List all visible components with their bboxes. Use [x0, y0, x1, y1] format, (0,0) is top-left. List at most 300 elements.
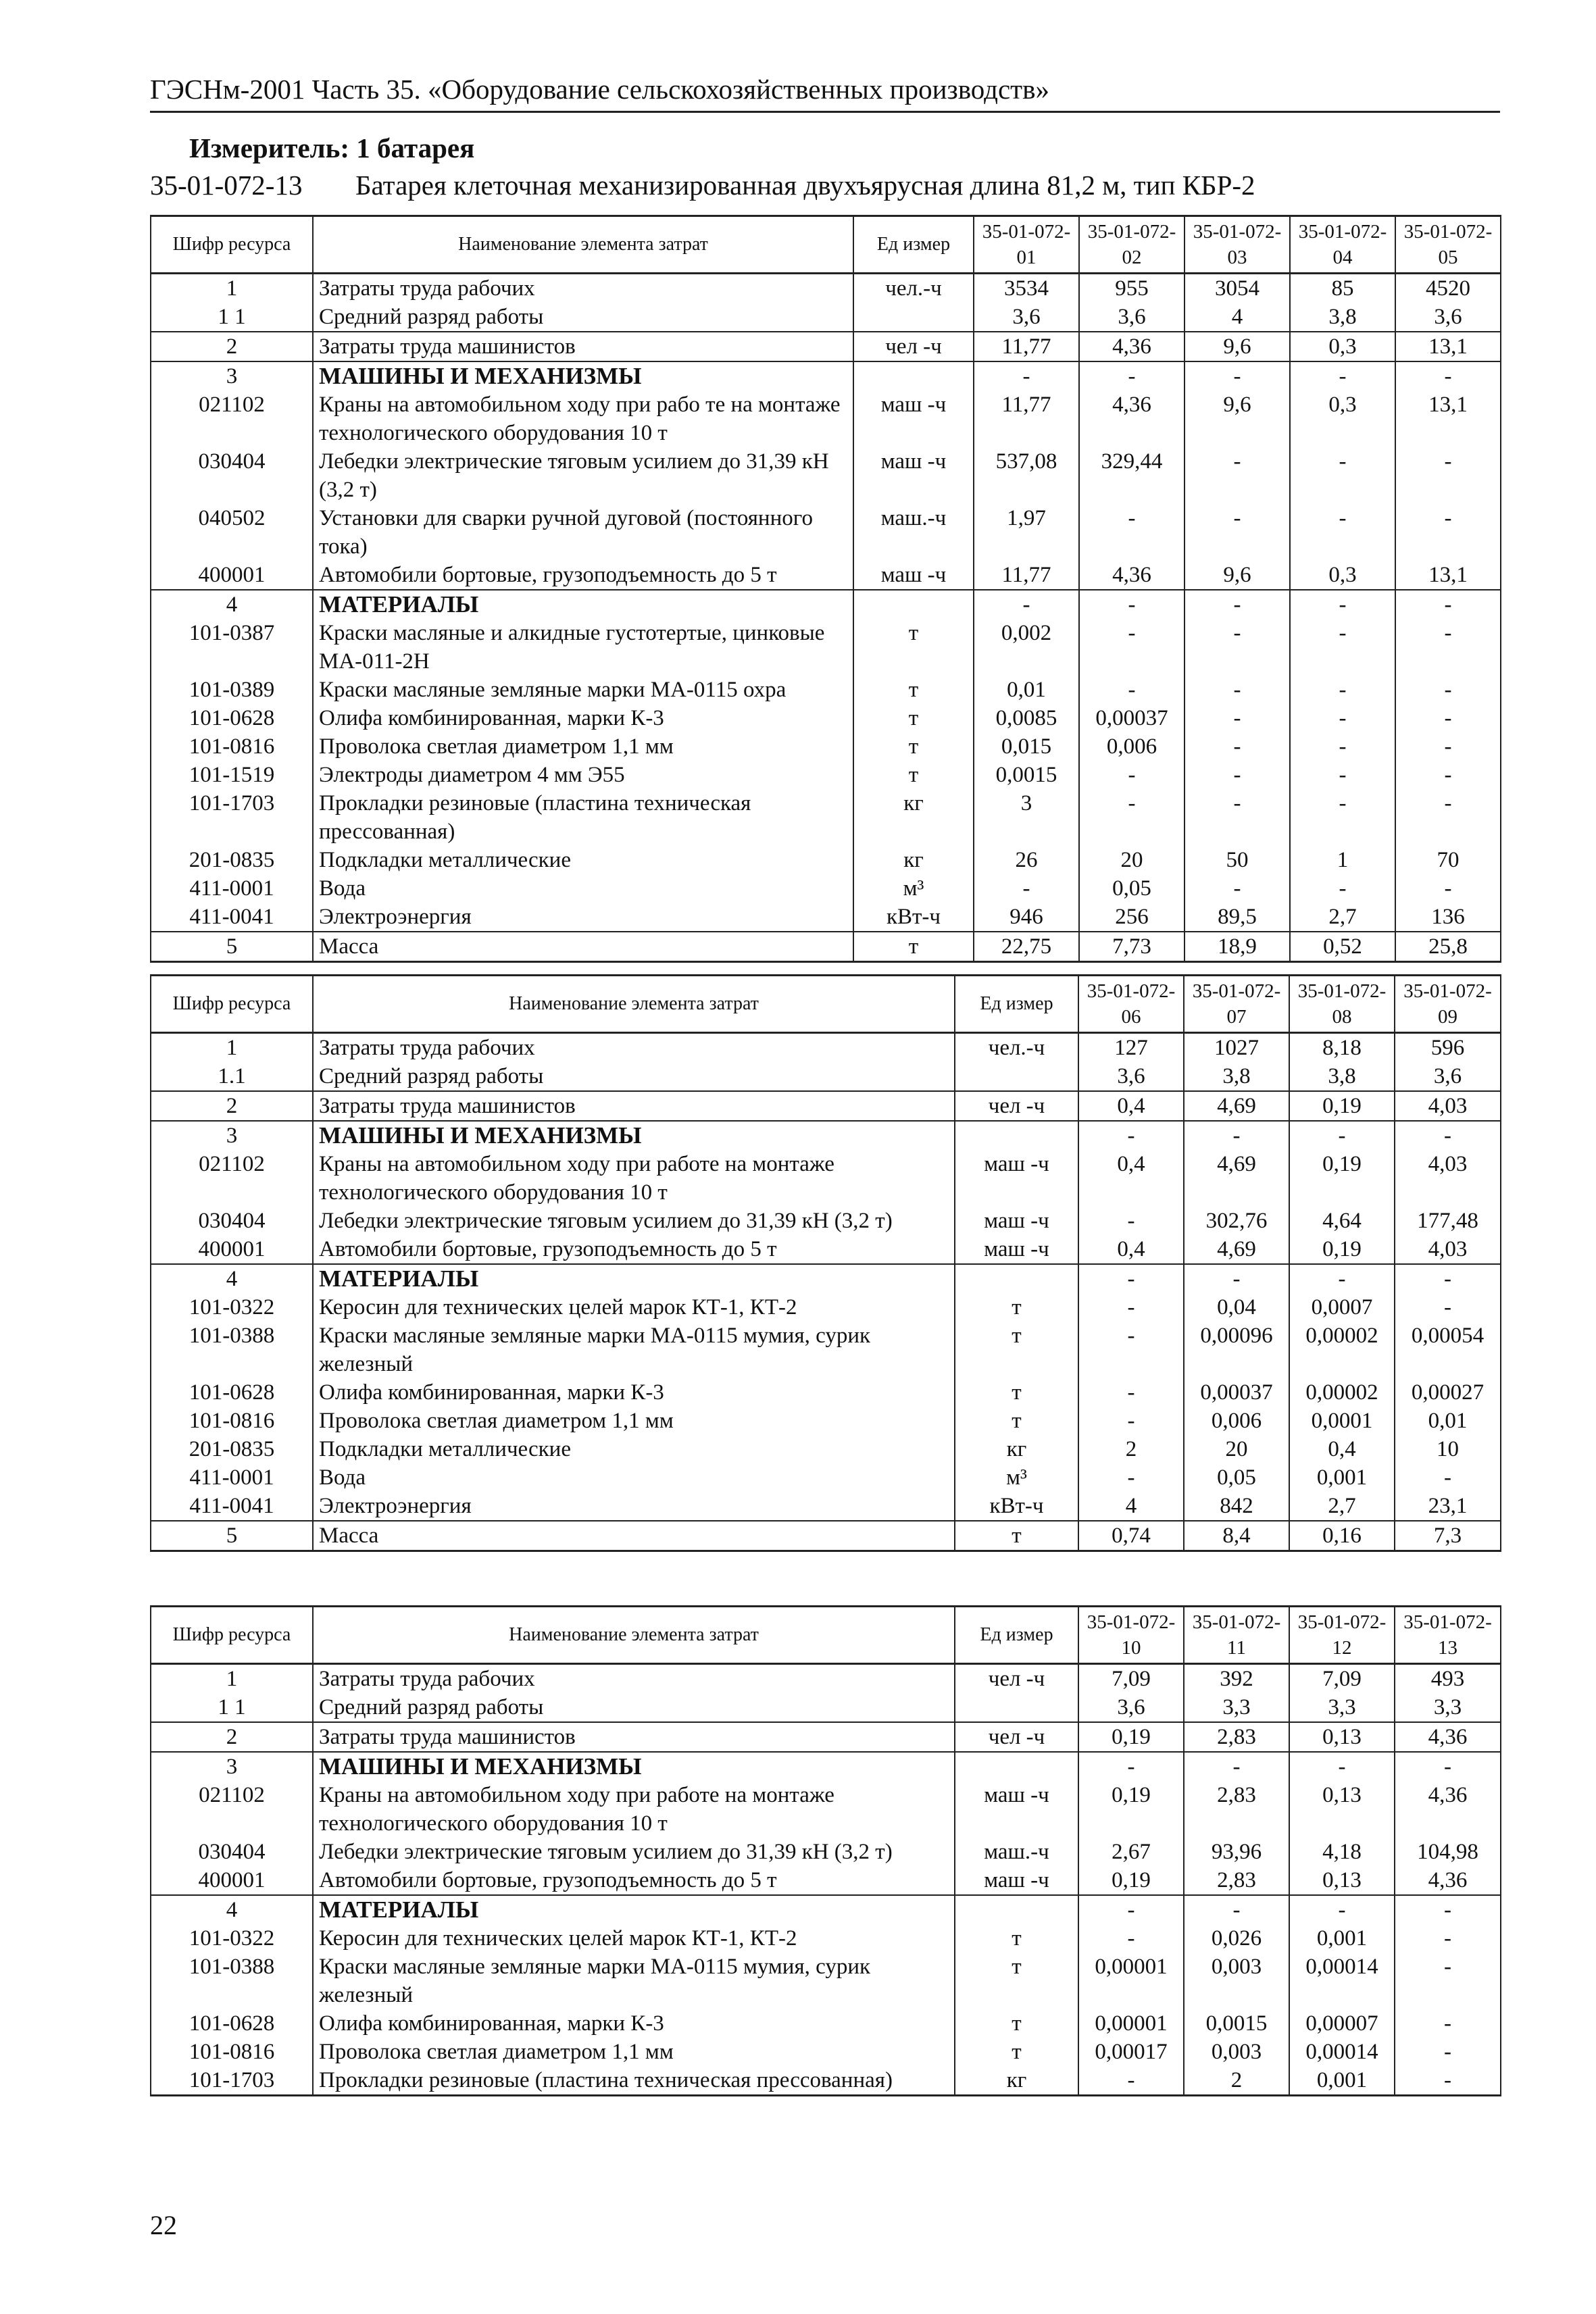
unit-cell: маш -ч	[955, 1781, 1078, 1838]
column-header: Ед измер	[955, 976, 1078, 1033]
value-cell: -	[1078, 1463, 1184, 1492]
value-cell: 22,75	[974, 932, 1079, 962]
unit-cell: кВт-ч	[853, 903, 974, 932]
resource-code-cell: 101-0388	[151, 1953, 313, 2009]
value-cell: 0,00054	[1395, 1322, 1501, 1378]
value-cell: 2,67	[1078, 1838, 1184, 1866]
value-cell: 0,01	[1395, 1407, 1501, 1435]
value-cell: 20	[1079, 846, 1184, 874]
resource-code-cell: 030404	[151, 447, 313, 504]
value-cell: 0,19	[1289, 1235, 1395, 1264]
unit-cell: чел -ч	[853, 332, 974, 361]
value-cell: 4,36	[1079, 391, 1184, 447]
cost-element-name-cell: Лебедки электрические тяговым усилием до 31,39 кН (3,2 т)	[313, 1207, 955, 1235]
unit-cell	[955, 1693, 1078, 1722]
table-row	[151, 1435, 1501, 1463]
value-cell: 0,4	[1289, 1435, 1395, 1463]
value-cell: 3,6	[1395, 1062, 1501, 1091]
table-row	[151, 447, 1501, 504]
table-row	[151, 1752, 1501, 1781]
value-cell: 0,4	[1078, 1150, 1184, 1207]
column-header: 35-01-072-04	[1290, 216, 1395, 274]
value-cell: 0,16	[1289, 1521, 1395, 1551]
cost-element-name-cell: Краски масляные земляные марки МА-0115 мумия, сурик железный	[313, 1953, 955, 2009]
meter-label: Измеритель: 1 батарея	[189, 132, 475, 164]
resource-code-cell: 411-0001	[151, 1463, 313, 1492]
value-cell: -	[1078, 1121, 1184, 1150]
value-cell: 0,00037	[1184, 1378, 1289, 1407]
value-cell: 11,77	[974, 561, 1079, 590]
table-row	[151, 2038, 1501, 2066]
table-row	[151, 2009, 1501, 2038]
resource-code-cell: 101-0628	[151, 1378, 313, 1407]
value-cell: 0,52	[1290, 932, 1395, 962]
value-cell: 0,00007	[1289, 2009, 1395, 2038]
table-row	[151, 391, 1501, 447]
value-cell: -	[1289, 1121, 1395, 1150]
unit-cell: т	[955, 1322, 1078, 1378]
value-cell: 8,4	[1184, 1521, 1289, 1551]
cost-element-name-cell: Затраты труда машинистов	[313, 1722, 955, 1752]
value-cell: -	[1395, 1264, 1501, 1293]
table-row	[151, 1664, 1501, 1694]
value-cell: 0,001	[1289, 1463, 1395, 1492]
value-cell: 0,00002	[1289, 1322, 1395, 1378]
value-cell: 0,015	[974, 732, 1079, 761]
running-header: ГЭСНм-2001 Часть 35. «Оборудование сельскохозяйственных производств»	[150, 74, 1049, 105]
value-cell: -	[1395, 732, 1501, 761]
column-header: Шифр ресурса	[151, 1607, 313, 1664]
resource-code-cell: 021102	[151, 391, 313, 447]
value-cell: 18,9	[1184, 932, 1290, 962]
value-cell: -	[1395, 2009, 1501, 2038]
value-cell: -	[1078, 1752, 1184, 1781]
table-row	[151, 1150, 1501, 1207]
table-header-row	[151, 1607, 1501, 1664]
value-cell: 2,7	[1289, 1492, 1395, 1521]
value-cell: 0,00096	[1184, 1322, 1289, 1378]
value-cell: 2,7	[1290, 903, 1395, 932]
table-row	[151, 303, 1501, 332]
cost-element-name-cell: Краны на автомобильном ходу при работе на монтаже технологического оборудования 10 т	[313, 1150, 955, 1207]
unit-cell	[955, 1121, 1078, 1150]
column-header: Ед измер	[955, 1607, 1078, 1664]
value-cell: -	[1079, 504, 1184, 561]
column-header: 35-01-072-10	[1078, 1607, 1184, 1664]
value-cell: 0,19	[1289, 1150, 1395, 1207]
value-cell: -	[1395, 761, 1501, 789]
value-cell: 0,003	[1184, 1953, 1289, 2009]
table-row	[151, 2066, 1501, 2096]
column-header: 35-01-072-06	[1078, 976, 1184, 1033]
cost-element-name-cell: МАТЕРИАЛЫ	[313, 590, 853, 619]
value-cell: -	[1290, 619, 1395, 676]
column-header: 35-01-072-11	[1184, 1607, 1289, 1664]
value-cell: 104,98	[1395, 1838, 1501, 1866]
resource-code-cell: 101-1519	[151, 761, 313, 789]
table-row	[151, 1866, 1501, 1895]
unit-cell	[955, 1264, 1078, 1293]
value-cell: 3,8	[1290, 303, 1395, 332]
value-cell: 0,4	[1078, 1235, 1184, 1264]
value-cell: 3,8	[1289, 1062, 1395, 1091]
cost-element-name-cell: Олифа комбинированная, марки К-3	[313, 704, 853, 732]
resource-code-cell: 2	[151, 1091, 313, 1121]
value-cell: 0,00001	[1078, 2009, 1184, 2038]
unit-cell: маш -ч	[853, 447, 974, 504]
value-cell: 1,97	[974, 504, 1079, 561]
unit-cell: маш -ч	[955, 1150, 1078, 1207]
cost-element-name-cell: Проволока светлая диаметром 1,1 мм	[313, 2038, 955, 2066]
table-row	[151, 1033, 1501, 1063]
value-cell: 4,36	[1079, 332, 1184, 361]
cost-element-name-cell: Прокладки резиновые (пластина техническая прессованная)	[313, 2066, 955, 2096]
value-cell: 26	[974, 846, 1079, 874]
value-cell: 20	[1184, 1435, 1289, 1463]
cost-element-name-cell: Масса	[313, 1521, 955, 1551]
value-cell: 2	[1184, 2066, 1289, 2096]
value-cell: 0,00027	[1395, 1378, 1501, 1407]
value-cell: -	[1184, 874, 1290, 903]
page-number: 22	[150, 2210, 177, 2240]
unit-cell	[853, 590, 974, 619]
column-header: 35-01-072-03	[1184, 216, 1290, 274]
value-cell: 4	[1184, 303, 1290, 332]
unit-cell: т	[955, 1407, 1078, 1435]
value-cell: -	[1184, 1121, 1289, 1150]
value-cell: 0,00017	[1078, 2038, 1184, 2066]
value-cell: 302,76	[1184, 1207, 1289, 1235]
resource-code-cell: 3	[151, 1752, 313, 1781]
value-cell: 0,19	[1289, 1091, 1395, 1121]
resource-code-cell: 030404	[151, 1207, 313, 1235]
value-cell: 0,001	[1289, 1924, 1395, 1953]
value-cell: -	[1395, 590, 1501, 619]
resource-code-cell: 411-0041	[151, 1492, 313, 1521]
cost-element-name-cell: МАШИНЫ И МЕХАНИЗМЫ	[313, 361, 853, 391]
value-cell: 0,74	[1078, 1521, 1184, 1551]
resource-code-cell: 3	[151, 1121, 313, 1150]
resource-code-cell: 101-0628	[151, 2009, 313, 2038]
unit-cell: маш -ч	[955, 1235, 1078, 1264]
table-row	[151, 361, 1501, 391]
value-cell: 70	[1395, 846, 1501, 874]
resource-code-cell: 101-0816	[151, 1407, 313, 1435]
resource-code-cell: 411-0041	[151, 903, 313, 932]
value-cell: 0,026	[1184, 1924, 1289, 1953]
cost-element-name-cell: Вода	[313, 874, 853, 903]
value-cell: -	[1078, 1924, 1184, 1953]
value-cell: 7,09	[1289, 1664, 1395, 1694]
value-cell: 3534	[974, 274, 1079, 303]
cost-element-name-cell: Проволока светлая диаметром 1,1 мм	[313, 732, 853, 761]
value-cell: -	[1184, 1752, 1289, 1781]
value-cell: -	[1289, 1752, 1395, 1781]
resource-code-cell: 5	[151, 1521, 313, 1551]
value-cell: 3,6	[1078, 1693, 1184, 1722]
value-cell: -	[1184, 361, 1290, 391]
cost-element-name-cell: МАТЕРИАЛЫ	[313, 1895, 955, 1924]
value-cell: -	[1395, 676, 1501, 704]
cost-element-name-cell: МАШИНЫ И МЕХАНИЗМЫ	[313, 1752, 955, 1781]
value-cell: -	[974, 874, 1079, 903]
value-cell: 537,08	[974, 447, 1079, 504]
value-cell: 3054	[1184, 274, 1290, 303]
resource-code-cell: 400001	[151, 1235, 313, 1264]
cost-element-name-cell: Краны на автомобильном ходу при работе на монтаже технологического оборудования 10 т	[313, 1781, 955, 1838]
value-cell: 4,03	[1395, 1091, 1501, 1121]
unit-cell: маш.-ч	[853, 504, 974, 561]
table-row	[151, 1264, 1501, 1293]
resource-table-2	[150, 974, 1501, 1552]
unit-cell: чел -ч	[955, 1722, 1078, 1752]
value-cell: 0,0007	[1289, 1293, 1395, 1322]
value-cell: 0,19	[1078, 1781, 1184, 1838]
unit-cell: т	[955, 1378, 1078, 1407]
value-cell: 955	[1079, 274, 1184, 303]
value-cell: -	[1290, 590, 1395, 619]
resource-code-cell: 101-0816	[151, 2038, 313, 2066]
value-cell: -	[1290, 447, 1395, 504]
unit-cell: маш.-ч	[955, 1838, 1078, 1866]
value-cell: -	[1078, 1293, 1184, 1322]
resource-code-cell: 021102	[151, 1150, 313, 1207]
table-row	[151, 1693, 1501, 1722]
value-cell: -	[1078, 1207, 1184, 1235]
resource-code-cell: 1 1	[151, 303, 313, 332]
value-cell: 4,36	[1079, 561, 1184, 590]
value-cell: -	[1078, 1407, 1184, 1435]
cost-element-name-cell: Электроэнергия	[313, 1492, 955, 1521]
resource-code-cell: 101-0816	[151, 732, 313, 761]
value-cell: -	[1079, 619, 1184, 676]
resource-table-3	[150, 1605, 1501, 2096]
table-row	[151, 932, 1501, 962]
cost-element-name-cell: Подкладки металлические	[313, 846, 853, 874]
value-cell: 0,002	[974, 619, 1079, 676]
value-cell: -	[1184, 732, 1290, 761]
resource-code-cell: 030404	[151, 1838, 313, 1866]
value-cell: 50	[1184, 846, 1290, 874]
column-header: Шифр ресурса	[151, 216, 313, 274]
table-row	[151, 274, 1501, 303]
resource-code-cell: 2	[151, 332, 313, 361]
value-cell: -	[1395, 2038, 1501, 2066]
value-cell: 0,04	[1184, 1293, 1289, 1322]
value-cell: -	[1184, 1895, 1289, 1924]
value-cell: -	[1395, 447, 1501, 504]
resource-code-cell: 1.1	[151, 1062, 313, 1091]
table-row	[151, 1062, 1501, 1091]
unit-cell: маш -ч	[853, 561, 974, 590]
cost-element-name-cell: Автомобили бортовые, грузоподъемность до 5 т	[313, 1235, 955, 1264]
cost-element-name-cell: Проволока светлая диаметром 1,1 мм	[313, 1407, 955, 1435]
header-rule	[150, 111, 1500, 113]
resource-code-cell: 101-0322	[151, 1924, 313, 1953]
cost-element-name-cell: Средний разряд работы	[313, 1062, 955, 1091]
value-cell: 7,09	[1078, 1664, 1184, 1694]
table-row	[151, 1924, 1501, 1953]
cost-element-name-cell: Средний разряд работы	[313, 303, 853, 332]
unit-cell	[853, 361, 974, 391]
value-cell: -	[1395, 1895, 1501, 1924]
value-cell: -	[1079, 590, 1184, 619]
value-cell: 0,00014	[1289, 1953, 1395, 2009]
table-header-row	[151, 976, 1501, 1033]
resource-code-cell: 5	[151, 932, 313, 962]
table-row	[151, 1235, 1501, 1264]
value-cell: -	[1078, 1895, 1184, 1924]
value-cell: 0,00002	[1289, 1378, 1395, 1407]
resource-code-cell: 101-0389	[151, 676, 313, 704]
value-cell: 11,77	[974, 332, 1079, 361]
unit-cell: маш -ч	[853, 391, 974, 447]
item-code: 35-01-072-13	[150, 170, 303, 201]
unit-cell: чел -ч	[955, 1664, 1078, 1694]
value-cell: -	[1289, 1264, 1395, 1293]
value-cell: -	[1078, 2066, 1184, 2096]
column-header: 35-01-072-13	[1395, 1607, 1501, 1664]
cost-element-name-cell: Электроды диаметром 4 мм Э55	[313, 761, 853, 789]
column-header: 35-01-072-05	[1395, 216, 1501, 274]
value-cell: 7,3	[1395, 1521, 1501, 1551]
value-cell: 0,3	[1290, 332, 1395, 361]
table-row	[151, 732, 1501, 761]
cost-element-name-cell: Масса	[313, 932, 853, 962]
value-cell: -	[1079, 676, 1184, 704]
column-header: Наименование элемента затрат	[313, 1607, 955, 1664]
resource-table-1	[150, 215, 1501, 963]
cost-element-name-cell: Затраты труда рабочих	[313, 1664, 955, 1694]
resource-code-cell: 1	[151, 1033, 313, 1063]
table-row	[151, 846, 1501, 874]
cost-element-name-cell: Краски масляные и алкидные густотертые, цинковые МА-011-2Н	[313, 619, 853, 676]
resource-code-cell: 101-0387	[151, 619, 313, 676]
value-cell: 0,3	[1290, 561, 1395, 590]
value-cell: 3,3	[1289, 1693, 1395, 1722]
table-row	[151, 1521, 1501, 1551]
value-cell: 0,4	[1078, 1091, 1184, 1121]
cost-element-name-cell: Олифа комбинированная, марки К-3	[313, 1378, 955, 1407]
value-cell: 4,36	[1395, 1781, 1501, 1838]
cost-element-name-cell: Лебедки электрические тяговым усилием до 31,39 кН (3,2 т)	[313, 1838, 955, 1866]
unit-cell: т	[853, 676, 974, 704]
resource-code-cell: 3	[151, 361, 313, 391]
value-cell: 4,69	[1184, 1235, 1289, 1264]
resource-code-cell: 4	[151, 1895, 313, 1924]
value-cell: -	[1184, 1264, 1289, 1293]
value-cell: 0,0015	[974, 761, 1079, 789]
value-cell: -	[1395, 1293, 1501, 1322]
value-cell: 0,00037	[1079, 704, 1184, 732]
value-cell: 7,73	[1079, 932, 1184, 962]
column-header: Наименование элемента затрат	[313, 976, 955, 1033]
value-cell: -	[1078, 1322, 1184, 1378]
value-cell: -	[1290, 704, 1395, 732]
value-cell: 177,48	[1395, 1207, 1501, 1235]
value-cell: 93,96	[1184, 1838, 1289, 1866]
value-cell: 493	[1395, 1664, 1501, 1694]
table-row	[151, 761, 1501, 789]
cost-element-name-cell: Автомобили бортовые, грузоподъемность до 5 т	[313, 561, 853, 590]
value-cell: 0,006	[1184, 1407, 1289, 1435]
value-cell: 10	[1395, 1435, 1501, 1463]
value-cell: -	[1184, 761, 1290, 789]
value-cell: 4,36	[1395, 1866, 1501, 1895]
resource-code-cell: 4	[151, 590, 313, 619]
unit-cell: м³	[853, 874, 974, 903]
value-cell: 392	[1184, 1664, 1289, 1694]
value-cell: -	[1078, 1264, 1184, 1293]
cost-element-name-cell: Краски масляные земляные марки МА-0115 мумия, сурик железный	[313, 1322, 955, 1378]
value-cell: 13,1	[1395, 332, 1501, 361]
value-cell: 4,36	[1395, 1722, 1501, 1752]
value-cell: 946	[974, 903, 1079, 932]
unit-cell: кг	[955, 1435, 1078, 1463]
table-row	[151, 676, 1501, 704]
table-row	[151, 1722, 1501, 1752]
unit-cell	[853, 303, 974, 332]
value-cell: 3,6	[1078, 1062, 1184, 1091]
value-cell: 0,003	[1184, 2038, 1289, 2066]
value-cell: -	[1184, 676, 1290, 704]
value-cell: 13,1	[1395, 561, 1501, 590]
column-header: 35-01-072-07	[1184, 976, 1289, 1033]
value-cell: 11,77	[974, 391, 1079, 447]
unit-cell: т	[853, 619, 974, 676]
value-cell: 1	[1290, 846, 1395, 874]
value-cell: 4,03	[1395, 1235, 1501, 1264]
value-cell: 13,1	[1395, 391, 1501, 447]
resource-code-cell: 021102	[151, 1781, 313, 1838]
value-cell: -	[1184, 447, 1290, 504]
column-header: 35-01-072-08	[1289, 976, 1395, 1033]
value-cell: -	[1395, 2066, 1501, 2096]
table-row	[151, 1407, 1501, 1435]
value-cell: -	[1395, 704, 1501, 732]
table-row	[151, 1895, 1501, 1924]
value-cell: 9,6	[1184, 391, 1290, 447]
column-header: 35-01-072-09	[1395, 976, 1501, 1033]
value-cell: 0,01	[974, 676, 1079, 704]
value-cell: -	[1395, 361, 1501, 391]
unit-cell	[955, 1752, 1078, 1781]
unit-cell: чел -ч	[955, 1091, 1078, 1121]
value-cell: -	[1290, 732, 1395, 761]
value-cell: -	[1184, 619, 1290, 676]
unit-cell: т	[853, 761, 974, 789]
resource-code-cell: 2	[151, 1722, 313, 1752]
value-cell: -	[1395, 1752, 1501, 1781]
value-cell: 256	[1079, 903, 1184, 932]
value-cell: 0,006	[1079, 732, 1184, 761]
cost-element-name-cell: Затраты труда машинистов	[313, 332, 853, 361]
table-row	[151, 1378, 1501, 1407]
resource-code-cell: 201-0835	[151, 1435, 313, 1463]
value-cell: -	[1290, 874, 1395, 903]
value-cell: 3,3	[1395, 1693, 1501, 1722]
value-cell: -	[1079, 789, 1184, 846]
value-cell: 0,19	[1078, 1866, 1184, 1895]
unit-cell: кг	[955, 2066, 1078, 2096]
value-cell: 0,0015	[1184, 2009, 1289, 2038]
value-cell: 4,69	[1184, 1091, 1289, 1121]
cost-element-name-cell: Керосин для технических целей марок КТ-1, КТ-2	[313, 1924, 955, 1953]
value-cell: -	[1079, 761, 1184, 789]
value-cell: 136	[1395, 903, 1501, 932]
table-header-row	[151, 216, 1501, 274]
cost-element-name-cell: Краны на автомобильном ходу при рабо те на монтаже технологического оборудования 10 т	[313, 391, 853, 447]
